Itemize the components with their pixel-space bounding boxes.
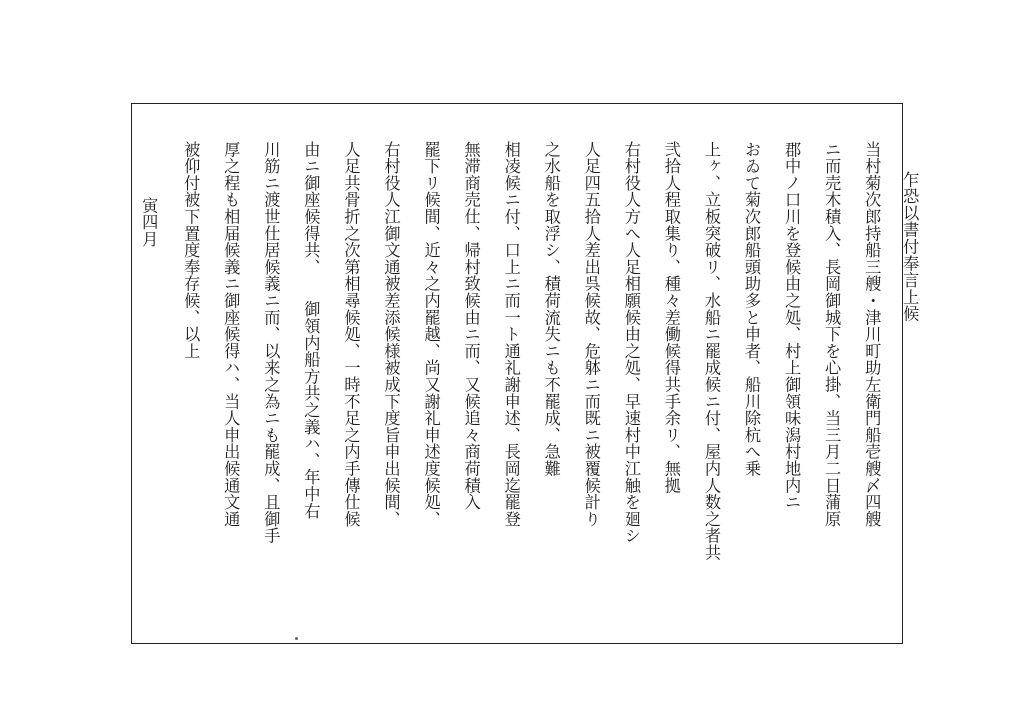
document-line: 被仰付被下置度奉存候、以上: [181, 141, 201, 360]
document-line: 上ヶ、立板突破リ、水船ニ罷成候ニ付、屋内人数之者共: [701, 141, 721, 561]
document-line: ニ而売木積入、長岡御城下を心掛、当三月二日蒲原: [822, 141, 842, 528]
document-line: 之水船を取浮シ、積荷流失ニも不罷成、急難: [541, 141, 561, 477]
document-line: 人足共骨折之次第相尋候処、一時不足之内手傳仕候: [341, 141, 361, 528]
document-line: 川筋ニ渡世仕居候義ニ而、以来之為ニも罷成、且御手: [261, 141, 281, 545]
document-line: 弐拾人程取集り、種々差働候得共手余リ、無拠: [661, 141, 681, 494]
document-line: 厚之程も相届候義ニ御座候得ハ、当人申出候通文通: [221, 141, 241, 528]
document-line: 相凌候ニ付、口上ニ而一ト通礼謝申述、長岡迄罷登: [501, 141, 521, 528]
document-date: 寅四月: [139, 197, 159, 248]
document-line: 当村菊次郎持船三艘・津川町助左衛門船壱艘〆四艘: [862, 141, 882, 528]
document-line: 右村役人江御文通被差添候様被成下度旨申出候間、: [381, 141, 401, 528]
document-line: 無滞商売仕、帰村致候由ニ而、又候追々商荷積入: [461, 141, 481, 511]
document-line: 人足四五拾人差出呉候故、危躰ニ而既ニ被覆候計り: [581, 141, 601, 528]
document-heading: 乍恐以書付奉言上候: [900, 171, 920, 323]
document-line: 由ニ御座候得共、 御領内船方共之義ハ、年中右: [301, 141, 321, 520]
document-line: おゐて菊次郎船頭助多と申者、船川除杭へ乗: [742, 141, 762, 477]
document-line: 罷下リ候間、近々之内罷越、尚又謝礼申述度候処、: [421, 141, 441, 528]
scan-speck: [295, 637, 298, 640]
document-line: 郡中ノ口川を登候由之処、村上御領味潟村地内ニ: [782, 141, 802, 511]
document-line: 右村役人方へ人足相願候由之処、早速村中江触を廻シ: [621, 141, 641, 545]
